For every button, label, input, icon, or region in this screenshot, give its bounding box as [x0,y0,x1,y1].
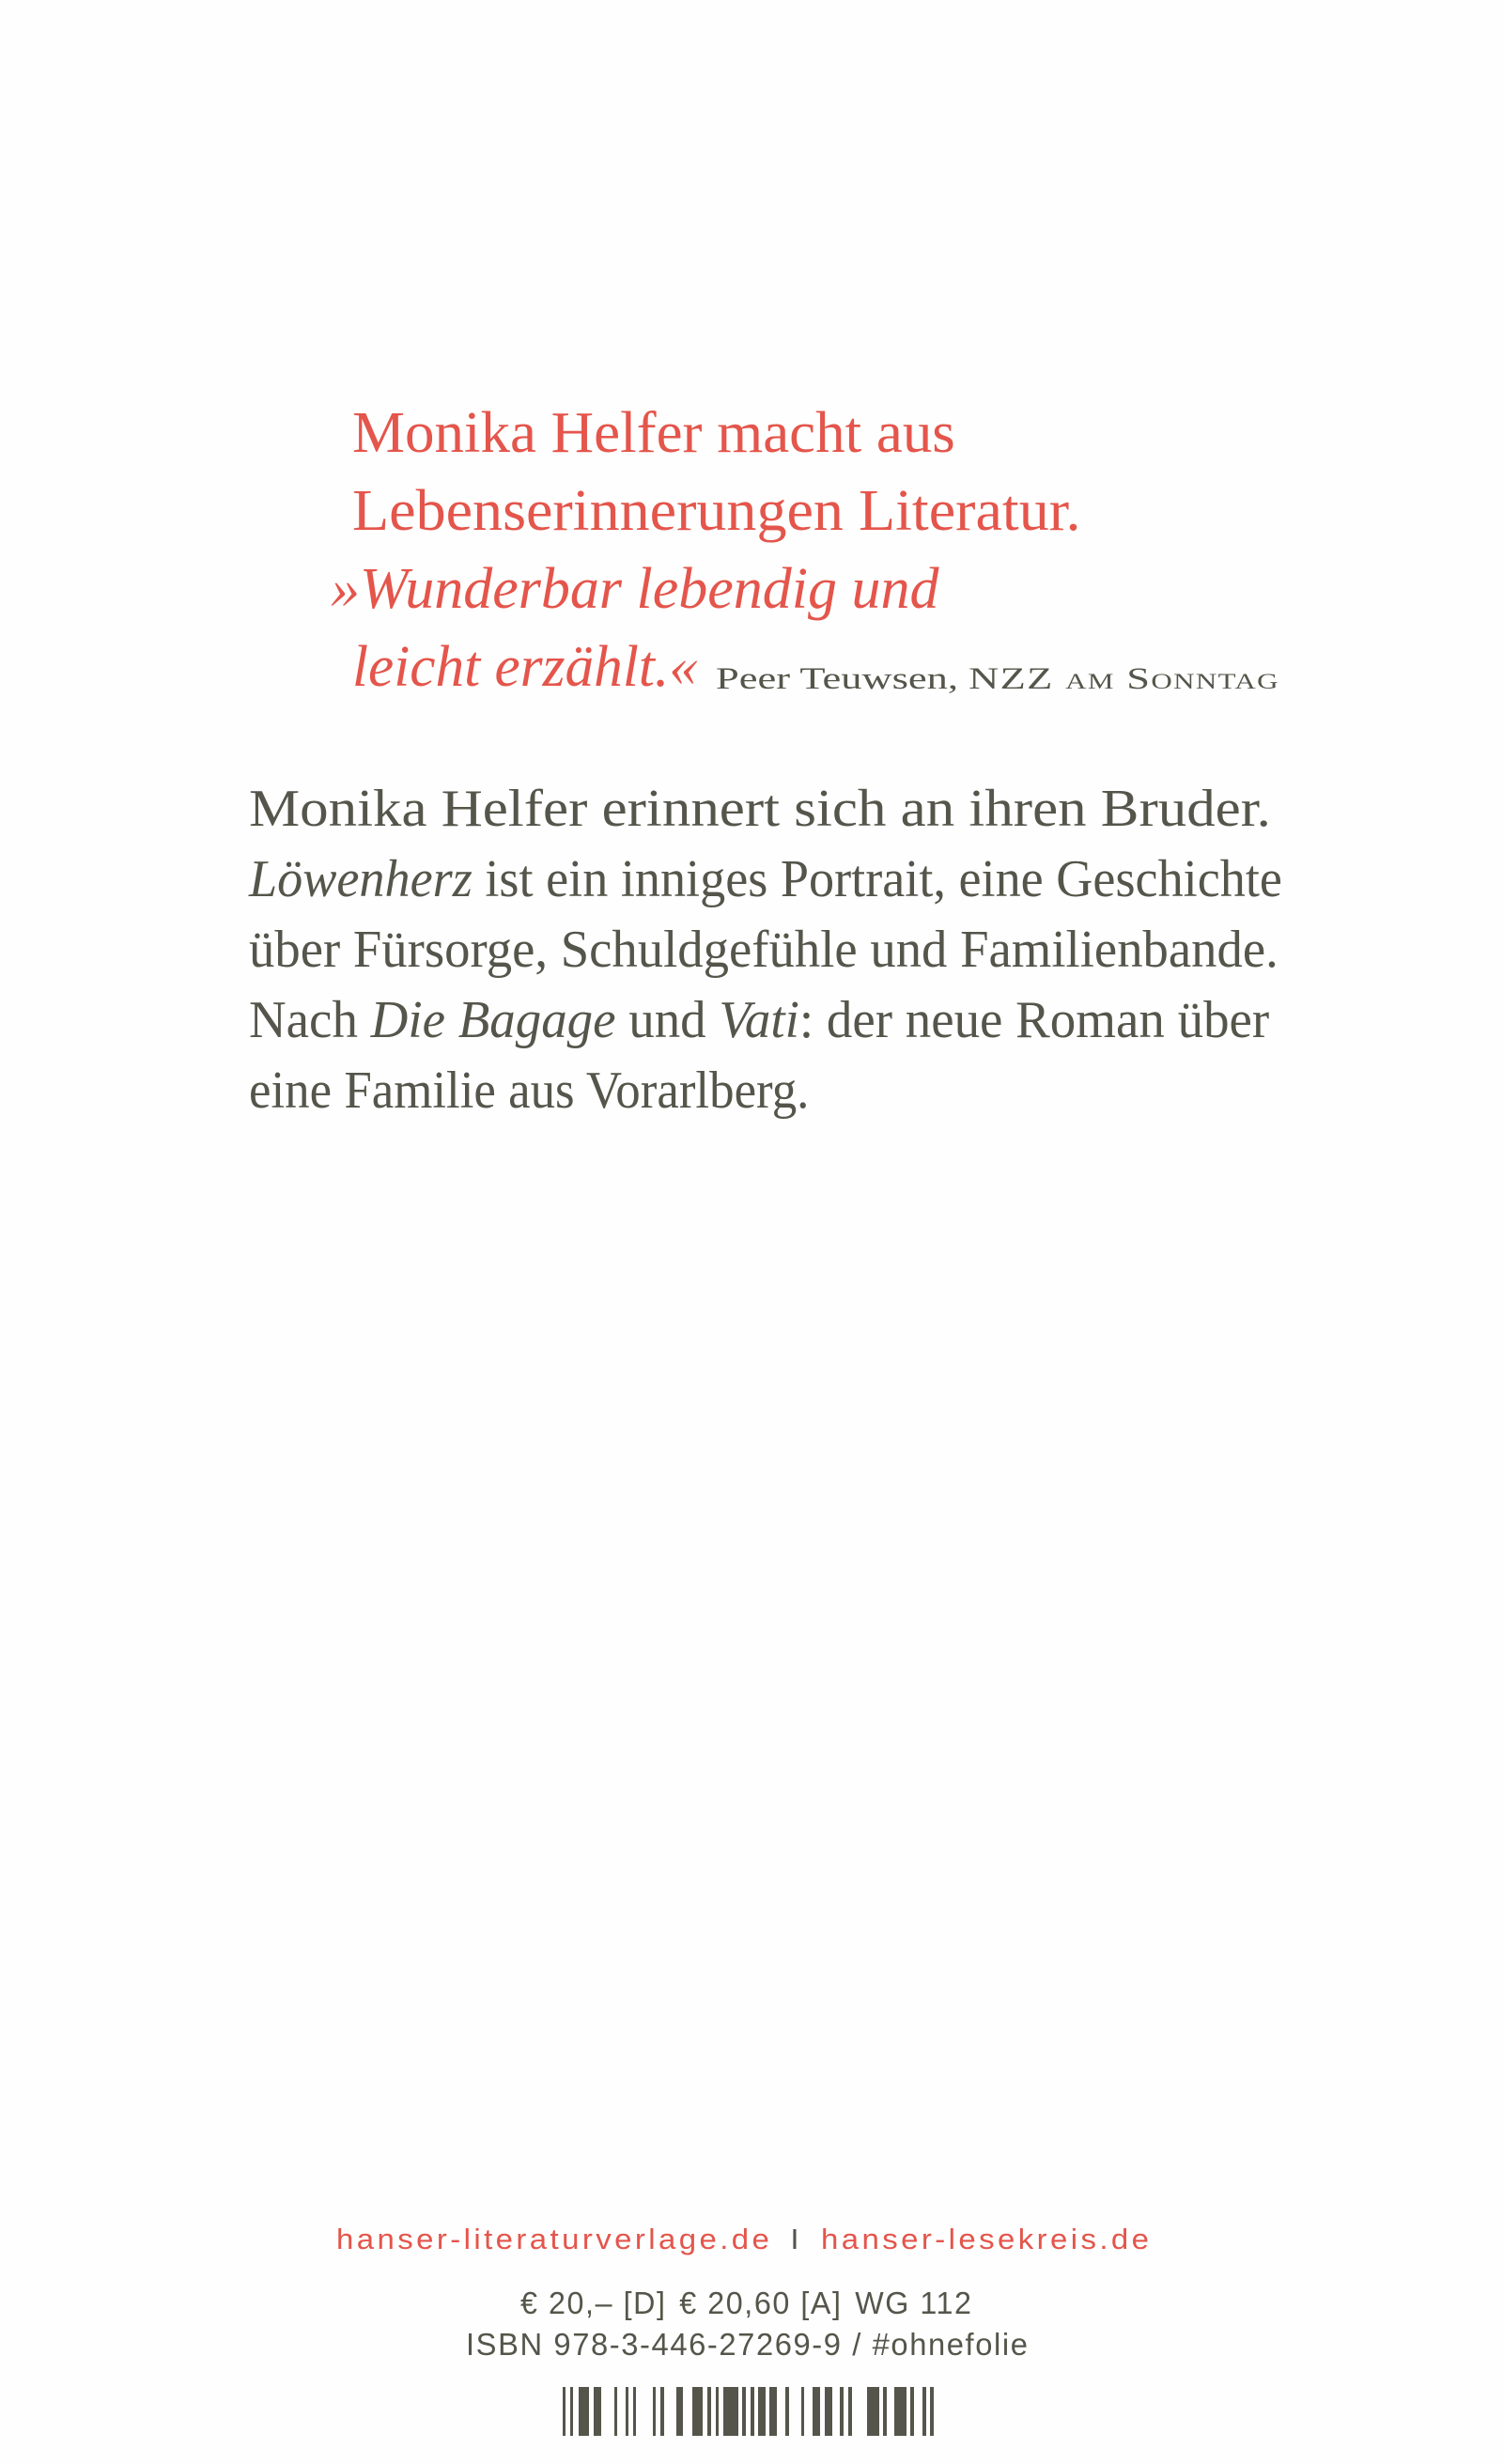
link-hanser-literaturverlage[interactable]: hanser-literaturverlage.de [336,2223,773,2255]
book-title-vati: Vati [719,991,799,1049]
quote-text: Monika Helfer macht aus [352,401,955,465]
quote-text: leicht erzählt. [352,635,670,699]
attribution-name: Peer Teuwsen, [716,662,959,696]
book-title-loewenherz: Löwenherz [249,850,473,908]
opening-guillemet: » [331,557,360,621]
link-hanser-lesekreis[interactable]: hanser-lesekreis.de [820,2223,1153,2255]
quote-line-3 [331,557,939,621]
barcode-icon [560,2387,936,2436]
price-germany: € 20,– [D] [520,2286,667,2320]
closing-guillemet: « [669,635,698,699]
warengruppe: WG 112 [855,2286,973,2320]
blurb-line-4 [249,991,1270,1049]
price-austria: € 20,60 [A] [679,2286,843,2320]
attribution-source: NZZ am Sonntag [968,662,1279,696]
link-separator: I [790,2223,799,2255]
blurb-line-1 [249,780,1271,838]
quote-text: Wunderbar lebendig und [360,557,939,621]
blurb-text: ist ein inniges Portrait, eine Geschichte [472,850,1282,908]
blurb-text: : der neue Roman über [798,991,1270,1049]
book-title-die-bagage: Die Bagage [370,991,616,1049]
blurb-line-5 [249,1062,810,1120]
quote-line-1 [352,401,955,465]
blurb-text: Monika Helfer erinnert sich an ihren Bruder. [249,780,1271,838]
blurb-text: über Fürsorge, Schuldgefühle und Familienbande. [249,921,1278,979]
blurb-line-3 [249,921,1278,979]
blurb-line-2 [249,850,1282,908]
quote-line-4 [352,635,698,699]
quote-line-2 [352,479,1081,543]
price-line [520,2287,973,2318]
isbn-line [466,2329,1030,2360]
publisher-links [336,2224,1152,2254]
isbn: ISBN 978-3-446-27269-9 / #ohnefolie [466,2327,1030,2362]
blurb-text: Nach [249,991,371,1049]
blurb-text: und [615,991,720,1049]
quote-attribution [716,664,1279,695]
quote-text: Lebenserinnerungen Literatur. [352,479,1081,543]
blurb-text: eine Familie aus Vorarlberg. [249,1062,810,1120]
